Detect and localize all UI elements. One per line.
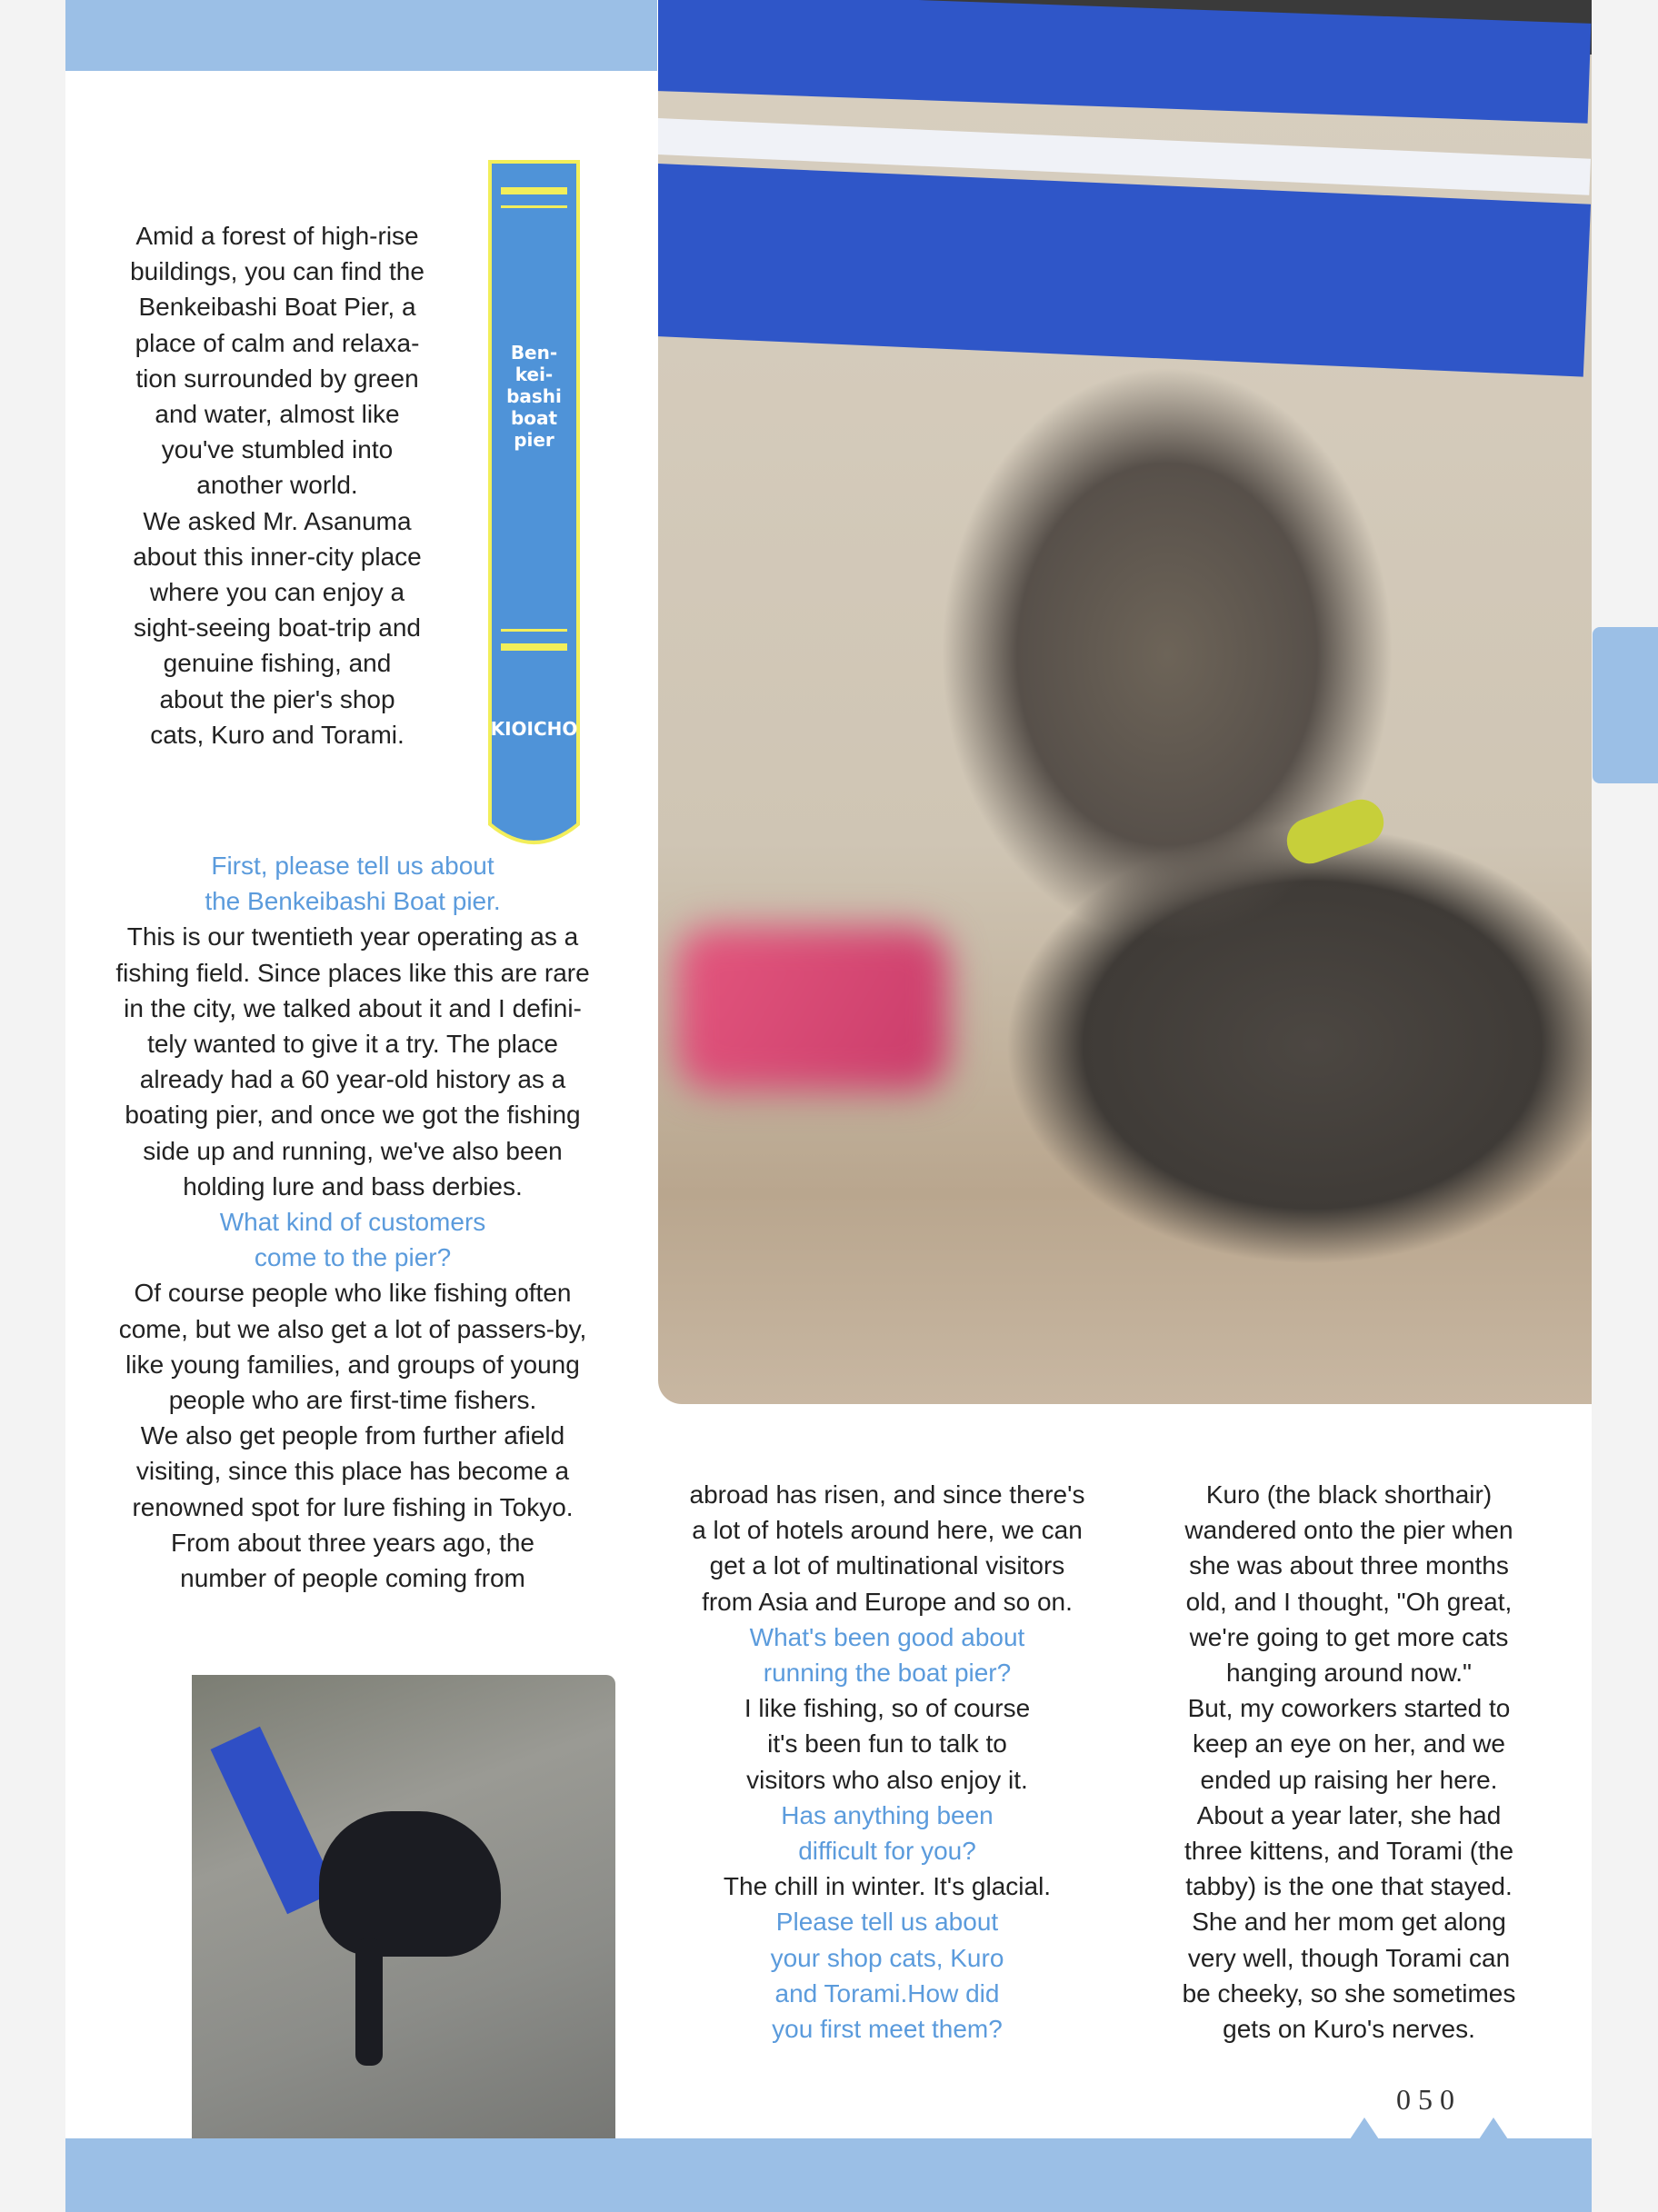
side-page-tab: [1593, 627, 1658, 783]
column-3: [1136, 1477, 1562, 2047]
location-tag: [486, 156, 582, 845]
interview-answer: The chill in winter. It's glacial.: [723, 1872, 1052, 1901]
interview-question: First, please tell us about the Benkeibashi Boat pier.: [205, 852, 501, 916]
bar-notch: [1350, 2117, 1379, 2139]
tag-location: KIOICHO: [490, 718, 578, 740]
interview-answer: I like fishing, so of course it's been fun to talk to visitors who also enjoy it.: [744, 1694, 1031, 1794]
intro-text: Amid a forest of high-rise buildings, you can find the Benkeibashi Boat Pier, a place of calm and relaxa- tion surrounded by green and water, almost like you've stumbled into another world. We asked Mr. Asanuma about this inner-city place where you can enjoy a sight-seeing boat-trip and genuine fishing, and about the pier's shop cats, Kuro and Torami.: [130, 222, 424, 749]
interview-answer: Kuro (the black shorthair) wandered onto the pier when she was about three months old, and I thought, "Oh great, we're going to get more cats hanging around now." But, my coworkers started to keep an eye on her, and we ended up raising her here. About a year later, she had three kittens, and Torami (the tabby) is the one that stayed. She and her mom get along very well, though Torami can be cheeky, so she sometimes gets on Kuro's nerves.: [1182, 1480, 1516, 2044]
page-number: 050: [1396, 2083, 1462, 2116]
interview-answer: This is our twentieth year operating as a fishing field. Since places like this are rare in the city, we talked about it and I defini- tely wanted to give it a try. The place already had a 60 year-old history as a boating pier, and once we got the fishing side up and running, we've also been holding lure and bass derbies.: [115, 922, 590, 1201]
top-decorative-bar: [65, 0, 657, 71]
interview-question: Please tell us about your shop cats, Kuro and Torami.How did you first meet them?: [770, 1908, 1004, 2044]
interview-question: What's been good about running the boat pier?: [749, 1622, 1025, 1688]
bar-notch: [1479, 2117, 1508, 2139]
interview-answer: abroad has risen, and since there's a lot of hotels around here, we can get a lot of multinational visitors from Asia and Europe and so on.: [689, 1480, 1085, 1616]
column-2: [654, 1477, 1120, 2047]
tag-title: Ben- kei- bashi boat pier: [506, 342, 562, 451]
tabby-cat-photo: [658, 0, 1592, 1404]
black-cat-photo: [192, 1675, 615, 2212]
interview-question: What kind of customers come to the pier?: [219, 1208, 486, 1272]
bottom-decorative-bar: [65, 2138, 1592, 2212]
interview-question: Has anything been difficult for you?: [781, 1800, 994, 1866]
interview-answer: Of course people who like fishing often come, but we also get a lot of passers-by, like young families, and groups of young people who are first-time fishers. We also get people from further afield visiting, since this place has become a renowned spot for lure fishing in Tokyo. From about three years ago, the number of people coming from: [118, 1279, 587, 1593]
column-1: [91, 848, 614, 1596]
